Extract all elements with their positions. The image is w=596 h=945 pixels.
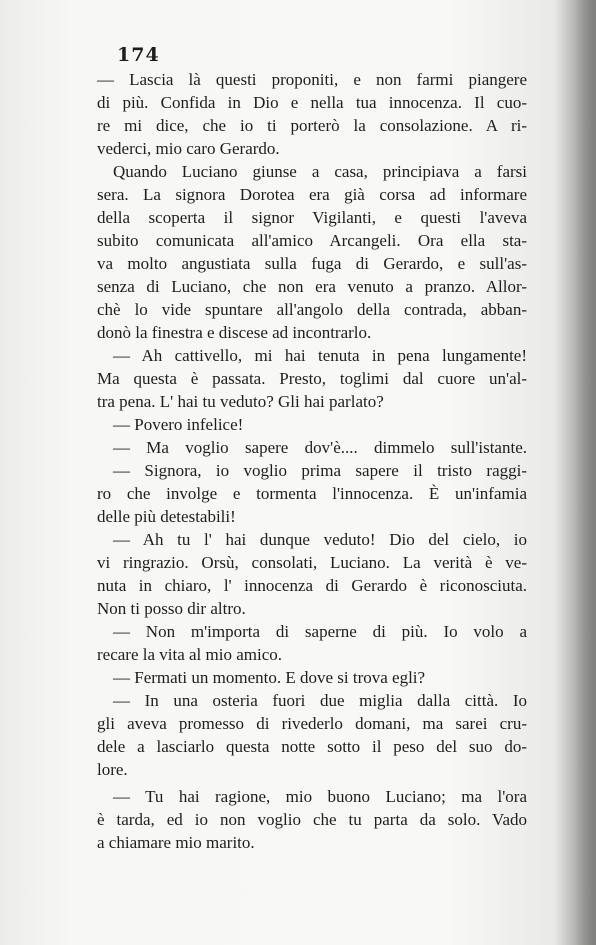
text-line: — In una osteria fuori due miglia dalla città. Io — [113, 691, 527, 710]
text-line: — Ah cattivello, mi hai tenuta in pena lungamente! — [113, 346, 527, 365]
text-line: senza di Luciano, che non era venuto a pranzo. Allor- — [97, 277, 527, 296]
text-line: — Non m'importa di saperne di più. Io volo a — [113, 622, 527, 641]
text-line: — Ma voglio sapere dov'è.... dimmelo sull'istante. — [113, 438, 527, 457]
text-line: subito comunicata all'amico Arcangeli. Ora ella sta- — [97, 231, 527, 250]
text-line: delle più detestabili! — [97, 507, 236, 526]
text-line: — Tu hai ragione, mio buono Luciano; ma l'ora — [113, 787, 527, 806]
text-line: va molto angustiata sulla fuga di Gerardo, e sull'as- — [97, 254, 527, 273]
text-line: Quando Luciano giunse a casa, principiava a farsi — [113, 162, 527, 181]
text-line: recare la vita al mio amico. — [97, 645, 283, 664]
text-line: sera. La signora Dorotea era già corsa ad informare — [97, 185, 527, 204]
text-line: della scoperta il signor Vigilanti, e questi l'aveva — [97, 208, 527, 227]
text-line: gli aveva promesso di rivederlo domani, ma sarei cru- — [97, 714, 527, 733]
page-number: 174 — [117, 44, 160, 66]
text-line: di più. Confida in Dio e nella tua innocenza. Il cuo- — [97, 93, 527, 112]
text-line: è tarda, ed io non voglio che tu parta da solo. Vado — [97, 810, 527, 829]
text-line: — Ah tu l' hai dunque veduto! Dio del cielo, io — [113, 530, 527, 549]
text-line: ro che involge e tormenta l'innocenza. È un'infamia — [97, 484, 527, 503]
text-line: — Povero infelice! — [113, 415, 244, 434]
text-line: vederci, mio caro Gerardo. — [97, 139, 280, 158]
text-line: — Lascia là questi proponiti, e non farmi piangere — [97, 70, 527, 89]
text-line: dele a lasciarlo questa notte sotto il peso del suo do- — [97, 737, 527, 756]
page-edge-shadow — [574, 0, 596, 945]
text-line: Non ti posso dir altro. — [97, 599, 246, 618]
text-line: lore. — [97, 760, 128, 779]
page-text — [97, 68, 527, 854]
text-line: nuta in chiaro, l' innocenza di Gerardo è riconosciuta. — [97, 576, 527, 595]
text-line: re mi dice, che io ti porterò la consolazione. A ri- — [97, 116, 527, 135]
text-line: vi ringrazio. Orsù, consolati, Luciano. La verità è ve- — [97, 553, 527, 572]
text-line: — Fermati un momento. E dove si trova egli? — [113, 668, 426, 687]
text-line: — Signora, io voglio prima sapere il tristo raggi- — [113, 461, 527, 480]
text-line: a chiamare mio marito. — [97, 833, 255, 852]
text-line: donò la finestra e discese ad incontrarlo. — [97, 323, 372, 342]
text-line: Ma questa è passata. Presto, toglimi dal cuore un'al- — [97, 369, 527, 388]
text-line: tra pena. L' hai tu veduto? Gli hai parlato? — [97, 392, 384, 411]
text-line: chè lo vide spuntare all'angolo della contrada, abban- — [97, 300, 527, 319]
